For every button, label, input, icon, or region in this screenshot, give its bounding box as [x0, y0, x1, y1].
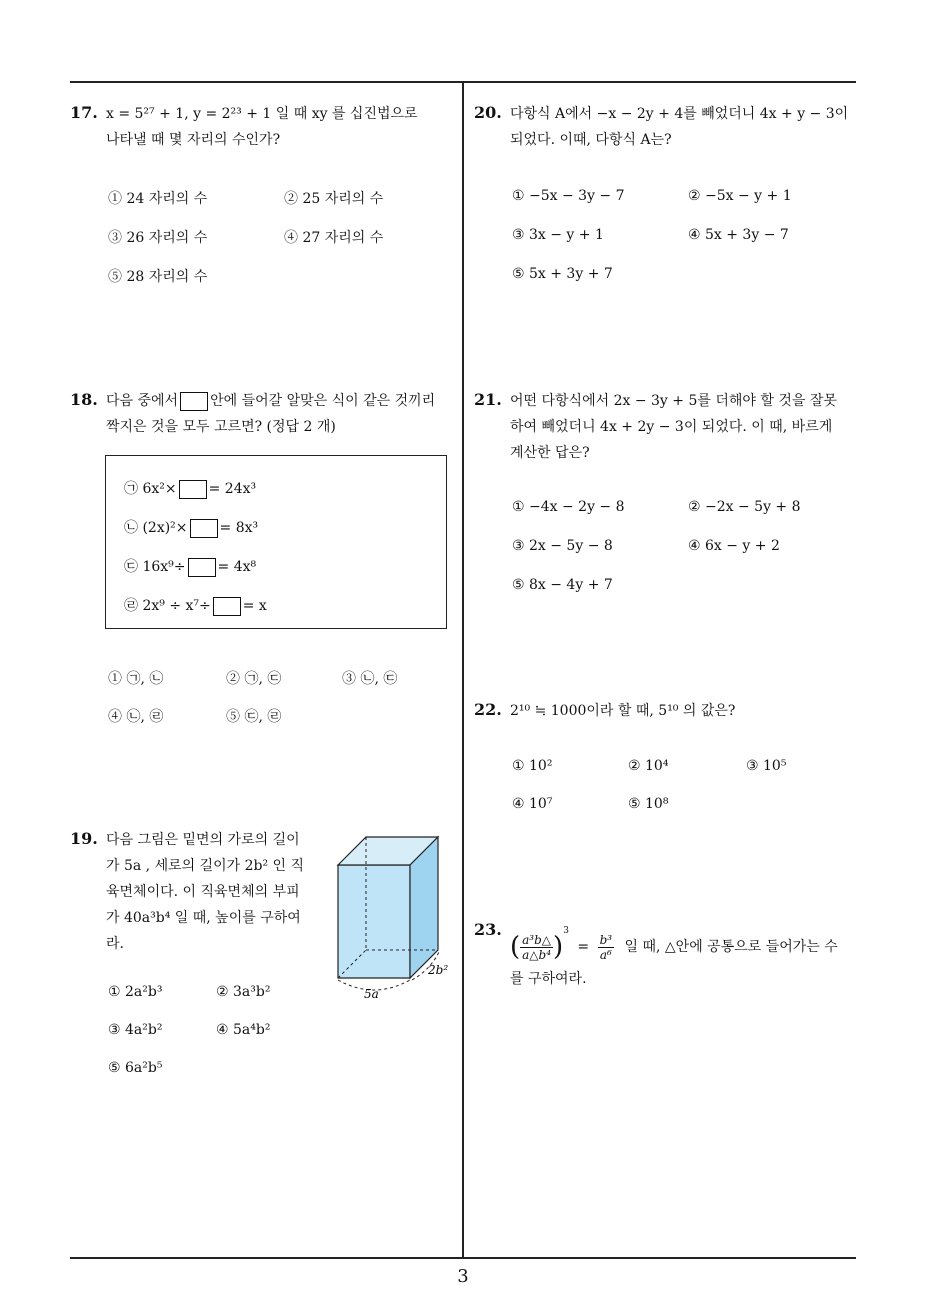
stem-line: 하여 빼었더니 4x + 2y − 3이 되었다. 이 때, 바르게: [510, 419, 833, 435]
stem-line: 육면체이다. 이 직육면체의 부피: [106, 884, 300, 900]
blank-box: [180, 392, 208, 411]
depth-label: 2b²: [428, 963, 449, 977]
blank-box: [213, 597, 241, 616]
option-2[interactable]: ② 25 자리의 수: [284, 191, 384, 207]
question-number: 23.: [474, 920, 502, 939]
option-5[interactable]: ⑤ 6a²b⁵: [108, 1060, 163, 1076]
option-1[interactable]: ① 10²: [512, 758, 553, 774]
question-number: 17.: [70, 103, 98, 122]
page-number: 3: [457, 1266, 469, 1287]
stem-line: 계산한 답은?: [510, 445, 590, 461]
option-5[interactable]: ⑤ 10⁸: [628, 796, 669, 812]
stem-line: 다음 그림은 밑면의 가로의 길이: [106, 832, 300, 848]
option-3[interactable]: ③ ㉡, ㉢: [342, 671, 398, 687]
stem-line: 라.: [106, 936, 124, 952]
stem-line: 어떤 다항식에서 2x − 3y + 5를 더해야 할 것을 잘못: [510, 393, 837, 409]
stem-line: 되었다. 이때, 다항식 A는?: [510, 132, 672, 148]
condition-a: ㉠ 6x²× = 24x³: [124, 481, 257, 497]
bottom-rule: [70, 1257, 856, 1259]
option-2[interactable]: ② −5x − y + 1: [688, 188, 792, 204]
question-stem: [106, 827, 326, 957]
stem-line: 가 5a , 세로의 길이가 2b² 인 직: [106, 858, 305, 874]
stem-line: 나타낼 때 몇 자리의 수인가?: [106, 132, 281, 148]
option-2[interactable]: ② 10⁴: [628, 758, 669, 774]
blank-box: [188, 558, 216, 577]
option-1[interactable]: ① −4x − 2y − 8: [512, 499, 625, 515]
condition-b: ㉡ (2x)²× = 8x³: [124, 520, 259, 536]
cuboid-figure: [330, 830, 456, 1005]
option-2[interactable]: ② 3a³b²: [216, 984, 271, 1000]
question-number: 19.: [70, 829, 98, 848]
width-label: 5a: [364, 987, 379, 1001]
stem-line: ( $\frac{\text{a³b△}}{\text{a△b⁴}}$ )$^3$ = $\frac{\text{b³}}{\text{a⁶}}$ 일 때, △안에 공통으로 들어가는 수: [510, 926, 838, 962]
rhs-fraction: $\frac{\text{b³}}{\text{a⁶}}$: [599, 932, 613, 962]
stem-line: 짝지은 것을 모두 고르면? (정답 2 개): [106, 419, 336, 435]
question-stem: [510, 101, 860, 153]
question-stem: [510, 388, 860, 466]
option-4[interactable]: ④ 6x − y + 2: [688, 538, 780, 554]
lhs-fraction: $\frac{\text{a³b△}}{\text{a△b⁴}}$: [522, 932, 552, 962]
option-4[interactable]: ④ ㉡, ㉣: [108, 709, 164, 725]
option-3[interactable]: ③ 10⁵: [746, 758, 787, 774]
column-divider: [462, 82, 464, 1258]
condition-d: ㉣ 2x⁹ ÷ x⁷÷ = x: [124, 598, 267, 614]
option-5[interactable]: ⑤ 28 자리의 수: [108, 269, 208, 285]
question-stem: [106, 388, 461, 440]
option-3[interactable]: ③ 3x − y + 1: [512, 227, 604, 243]
option-4[interactable]: ④ 5x + 3y − 7: [688, 227, 789, 243]
stem-line: 가 40a³b⁴ 일 때, 높이를 구하여: [106, 910, 301, 926]
condition-c: ㉢ 16x⁹÷ = 4x⁸: [124, 559, 257, 575]
option-3[interactable]: ③ 4a²b²: [108, 1022, 163, 1038]
option-1[interactable]: ① 2a²b³: [108, 984, 163, 1000]
blank-box: [190, 519, 218, 538]
option-5[interactable]: ⑤ 8x − 4y + 7: [512, 577, 613, 593]
question-number: 18.: [70, 390, 98, 409]
stem-line: 2¹⁰ ≒ 1000이라 할 때, 5¹⁰ 의 값은?: [510, 703, 736, 719]
conditions-box: [105, 455, 447, 629]
stem-line: x = 5²⁷ + 1, y = 2²³ + 1 일 때 xy 를 십진법으로: [106, 106, 418, 122]
question-stem: [510, 698, 860, 724]
option-1[interactable]: ① −5x − 3y − 7: [512, 188, 625, 204]
stem-line: 다음 중에서 안에 들어갈 알맞은 식이 같은 것끼리: [106, 393, 436, 409]
question-number: 20.: [474, 103, 502, 122]
question-number: 22.: [474, 700, 502, 719]
option-3[interactable]: ③ 26 자리의 수: [108, 230, 208, 246]
question-stem: [106, 101, 456, 153]
option-1[interactable]: ① 24 자리의 수: [108, 191, 208, 207]
question-number: 21.: [474, 390, 502, 409]
option-1[interactable]: ① ㉠, ㉡: [108, 671, 164, 687]
stem-line: 를 구하여라.: [510, 970, 587, 987]
option-2[interactable]: ② ㉠, ㉢: [226, 671, 282, 687]
option-3[interactable]: ③ 2x − 5y − 8: [512, 538, 613, 554]
option-5[interactable]: ⑤ ㉢, ㉣: [226, 709, 282, 725]
option-4[interactable]: ④ 27 자리의 수: [284, 230, 384, 246]
stem-line: 다항식 A에서 −x − 2y + 4를 빼었더니 4x + y − 3이: [510, 106, 849, 122]
option-4[interactable]: ④ 5a⁴b²: [216, 1022, 271, 1038]
option-5[interactable]: ⑤ 5x + 3y + 7: [512, 266, 613, 282]
option-4[interactable]: ④ 10⁷: [512, 796, 553, 812]
question-stem: [510, 918, 865, 992]
option-2[interactable]: ② −2x − 5y + 8: [688, 499, 801, 515]
blank-box: [179, 480, 207, 499]
